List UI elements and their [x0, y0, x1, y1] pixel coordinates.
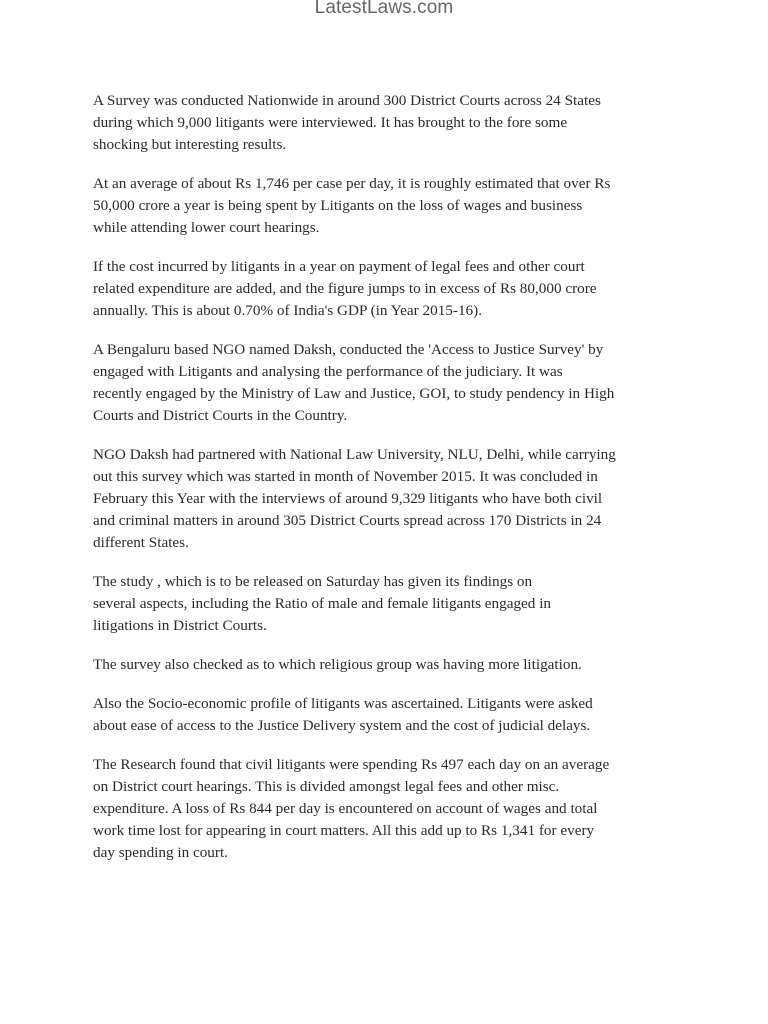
- paragraph-2: At an average of about Rs 1,746 per case per day, it is roughly estimated that over Rs 50,000 crore a year is being spent by Litigants on the loss of wages and business while attending lower court hearings.: [93, 175, 611, 236]
- article-body: [93, 90, 683, 881]
- paragraph-3: If the cost incurred by litigants in a year on payment of legal fees and other court related expenditure are added, and the figure jumps to in excess of Rs 80,000 crore annually. This is about 0.70% of India's GDP (in Year 2015-16).: [93, 258, 597, 319]
- paragraph-6: The study , which is to be released on Saturday has given its findings on several aspects, including the Ratio of male and female litigants engaged in litigations in District Courts.: [93, 573, 552, 634]
- paragraph-7: The survey also checked as to which religious group was having more litigation.: [93, 656, 582, 673]
- paragraph-8: Also the Socio-economic profile of litigants was ascertained. Litigants were asked about ease of access to the Justice Delivery system and the cost of judicial delays.: [93, 695, 593, 734]
- paragraph-4: A Bengaluru based NGO named Daksh, conducted the 'Access to Justice Survey' by engaged with Litigants and analysing the performance of the judiciary. It was recently engaged by the Ministry of Law and Justice, GOI, to study pendency in High Courts and District Courts in the Country.: [93, 341, 615, 424]
- site-header: LatestLaws.com: [314, 0, 454, 18]
- paragraph-1: A Survey was conducted Nationwide in around 300 District Courts across 24 States during which 9,000 litigants were interviewed. It has brought to the fore some shocking but interesting results.: [93, 92, 601, 153]
- paragraph-9: The Research found that civil litigants were spending Rs 497 each day on an average on District court hearings. This is divided amongst legal fees and other misc. expenditure. A loss of Rs 844 per day is encountered on account of wages and total work time lost for appearing in court matters. All this add up to Rs 1,341 for every day spending in court.: [93, 756, 610, 861]
- paragraph-5: NGO Daksh had partnered with National Law University, NLU, Delhi, while carrying out this survey which was started in month of November 2015. It was concluded in February this Year with the interviews of around 9,329 litigants who have both civil and criminal matters in around 305 District Courts spread across 170 Districts in 24 different States.: [93, 446, 616, 551]
